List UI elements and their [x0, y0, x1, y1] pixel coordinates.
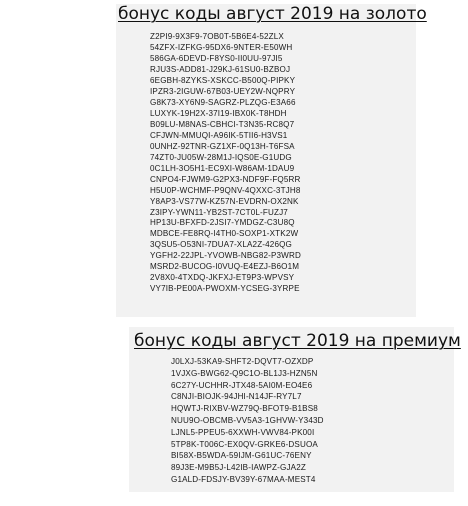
bonus-code: 2V8X0-4TXDQ-JKFXJ-ET9P3-WPVSY: [150, 273, 295, 283]
bonus-code: CNPO4-FJWM9-G2PX3-NDF9F-FQ5RR: [150, 174, 301, 184]
bonus-code: J0LXJ-53KA9-SHFT2-DQVT7-OZXDP: [171, 357, 314, 366]
bonus-code: 586GA-6DEVD-F8YS0-II0UU-97JI5: [150, 53, 283, 63]
gold-codes-list: [150, 32, 301, 295]
bonus-code: YGFH2-22JPL-YVOWB-NBG82-P3WRD: [150, 251, 301, 261]
bonus-code: 6EGBH-8ZYKS-XSKCC-B500Q-PIPKY: [150, 75, 296, 85]
bonus-code: 54ZFX-IZFKG-95DX6-9NTER-E50WH: [150, 42, 293, 52]
bonus-code: Y8AP3-VS77W-KZ57N-EVDRN-OX2NK: [150, 196, 299, 206]
bonus-code: H5U0P-WCHMF-P9QNV-4QXXC-3TJH8: [150, 185, 301, 195]
bonus-code: G8K73-XY6N9-SAGRZ-PLZQG-E3A66: [150, 97, 296, 107]
gold-codes-title: бонус коды август 2019 на золото: [118, 4, 427, 24]
bonus-code: 89J3E-M9B5J-L42IB-IAWPZ-GJA2Z: [171, 463, 306, 473]
bonus-code: RJU3S-ADD81-J29KJ-61SU0-BZBOJ: [150, 64, 291, 74]
bonus-code: HQWTJ-RIXBV-WZ79Q-BFOT9-B1BS8: [171, 404, 318, 414]
bonus-code: 3QSU5-O53NI-7DUA7-XLA2Z-426QG: [150, 240, 292, 250]
bonus-code: VY7IB-PE00A-PWOXM-YCSEG-3YRPE: [150, 284, 300, 294]
bonus-code: 1VJXG-BWG62-Q9C1O-BL1J3-HZN5N: [171, 368, 318, 378]
bonus-code: 5TP8K-T006C-EX0QV-GRKE6-DSUOA: [171, 439, 318, 449]
bonus-code: MDBCE-FE8RQ-I4TH0-SOXP1-XTK2W: [150, 229, 299, 239]
bonus-code: Z3IPY-YWN11-YB2ST-7CT0L-FUZJ7: [150, 207, 288, 217]
bonus-code: G1ALD-FDSJY-BV39Y-67MAA-MEST4: [171, 474, 316, 484]
bonus-code: Z2PI9-9X3F9-7OB0T-5B6E4-52ZLX: [150, 32, 284, 41]
bonus-code: LUXYK-19H2X-37I19-IBX0K-T8HDH: [150, 108, 287, 118]
bonus-code: LJNL5-PPEU5-6XXWH-VWV84-PK00I: [171, 427, 315, 437]
premium-codes-title: бонус коды август 2019 на премиум: [134, 331, 461, 351]
bonus-code: MSRD2-BUCOG-I0VUQ-E4EZJ-B6O1M: [150, 262, 300, 272]
bonus-code: HP13U-BFXFD-2JSI7-YMDGZ-C3U8Q: [150, 218, 295, 228]
bonus-code: B09LU-M8NAS-CBHCI-T3N35-RC8Q7: [150, 119, 295, 129]
bonus-code: CFJWN-MMUQI-A96IK-5TII6-H3VS1: [150, 130, 288, 140]
bonus-code: C8NJI-BIOJK-94JHI-N14JF-RY7L7: [171, 392, 302, 402]
bonus-code: NUU9O-OBCMB-VV5A3-1GHVW-Y343D: [171, 415, 324, 425]
bonus-code: 74ZT0-JU05W-28M1J-IQS0E-G1UDG: [150, 152, 292, 162]
bonus-code: 0C1LH-3O5H1-EC9XI-W86AM-1DAU9: [150, 163, 295, 173]
bonus-code: BI58X-B5WDA-59IJM-G61UC-76ENY: [171, 451, 312, 461]
bonus-code: 6C27Y-UCHHR-JTX48-5AI0M-EO4E6: [171, 380, 313, 390]
bonus-code: IPZR3-2IGUW-67B03-UEY2W-NQPRY: [150, 86, 296, 96]
premium-codes-list: [171, 356, 324, 486]
bonus-code: 0UNHZ-92TNR-GZ1XF-0Q13H-T6FSA: [150, 141, 295, 151]
